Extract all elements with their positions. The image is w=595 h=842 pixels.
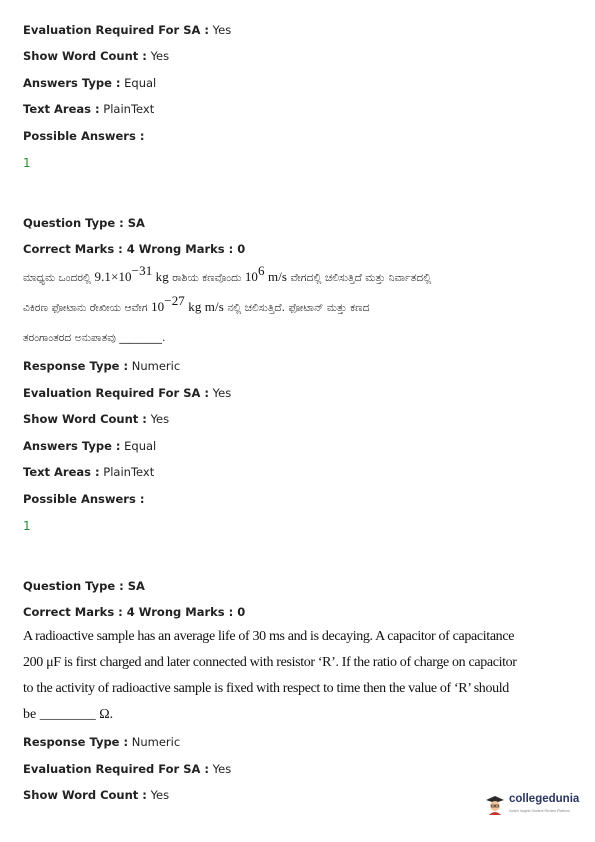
eval-required-label: Evaluation Required For SA : bbox=[23, 762, 210, 776]
marks-text: Correct Marks : 4 Wrong Marks : 0 bbox=[23, 242, 246, 256]
eval-required-value: Yes bbox=[212, 386, 232, 400]
eval-required-label: Evaluation Required For SA : bbox=[23, 386, 210, 400]
word-count-value: Yes bbox=[150, 412, 170, 426]
question-type-label: Question Type : bbox=[23, 216, 124, 230]
question-type-value: SA bbox=[127, 216, 145, 230]
possible-answers-label: Possible Answers : bbox=[23, 492, 145, 506]
question-type-label: Question Type : bbox=[23, 579, 124, 593]
response-type-value: Numeric bbox=[131, 735, 181, 749]
question-text-line: to the activity of radioactive sample is fixed with respect to time then the value of ‘R’ should bbox=[23, 681, 509, 696]
response-type-label: Response Type : bbox=[23, 735, 129, 749]
answers-type-label: Answers Type : bbox=[23, 76, 121, 90]
eval-required-label: Evaluation Required For SA : bbox=[23, 23, 210, 37]
collegedunia-logo bbox=[484, 793, 579, 817]
possible-answers-row bbox=[23, 491, 144, 507]
marks-row bbox=[23, 241, 245, 257]
response-type-value: Numeric bbox=[131, 359, 181, 373]
word-count-label: Show Word Count : bbox=[23, 788, 147, 802]
question-type-row bbox=[23, 215, 145, 231]
answers-type-value: Equal bbox=[124, 76, 157, 90]
text-areas-value: PlainText bbox=[103, 465, 155, 479]
question-text-line: 200 μF is first charged and later connected with resistor ‘R’. If the ratio of charge on capacitor bbox=[23, 655, 517, 670]
answers-type-row bbox=[23, 75, 156, 91]
question-type-row bbox=[23, 578, 145, 594]
eval-required-value: Yes bbox=[212, 762, 232, 776]
word-count-value: Yes bbox=[150, 49, 170, 63]
text-areas-label: Text Areas : bbox=[23, 465, 100, 479]
question-text-line: be ________ Ω. bbox=[23, 707, 114, 722]
question-text-line: ವಿಕಿರಣ ಫೋಟಾನು ರೇಖೀಯ ಆವೇಗ $10^{-27}$ kg m/s ನಲ್ಲಿ ಚಲಿಸುತ್ತಿದೆ. ಫೋಟಾನ್ ಮತ್ತು ಕಣದ bbox=[23, 293, 370, 314]
question-text-line: ಮಾಧ್ಯಮ ಒಂದರಲ್ಲಿ $9.1\times 10^{-31}$ kg ರಾಶಿಯ ಕಣವೊಂದು $10^6$ m/s ವೇಗದಲ್ಲಿ ಚಲಿಸುತ್ತಿದೆ ಮತ್ತು ನಿರ್ವಾತದಲ್ಲಿ bbox=[23, 263, 432, 284]
text-areas-value: PlainText bbox=[103, 102, 155, 116]
eval-required-row bbox=[23, 22, 231, 38]
word-count-value: Yes bbox=[150, 788, 170, 802]
question-text-line: ತರಂಗಾಂತರದ ಅನುಪಾತವು ________. bbox=[23, 332, 166, 344]
answers-type-row bbox=[23, 438, 156, 454]
word-count-label: Show Word Count : bbox=[23, 49, 147, 63]
word-count-row bbox=[23, 787, 169, 803]
text-areas-label: Text Areas : bbox=[23, 102, 100, 116]
marks-row bbox=[23, 604, 245, 620]
question-text-line: A radioactive sample has an average life of 30 ms and is decaying. A capacitor of capacitance bbox=[23, 629, 515, 644]
question-type-value: SA bbox=[127, 579, 145, 593]
possible-answers-row bbox=[23, 128, 144, 144]
marks-text: Correct Marks : 4 Wrong Marks : 0 bbox=[23, 605, 246, 619]
text-areas-row bbox=[23, 464, 154, 480]
word-count-label: Show Word Count : bbox=[23, 412, 147, 426]
word-count-row bbox=[23, 411, 169, 427]
logo-name: collegedunia bbox=[509, 793, 580, 805]
answers-type-label: Answers Type : bbox=[23, 439, 121, 453]
word-count-row bbox=[23, 48, 169, 64]
eval-required-row bbox=[23, 385, 231, 401]
graduate-mascot-icon bbox=[484, 794, 506, 816]
eval-required-value: Yes bbox=[212, 23, 232, 37]
response-type-label: Response Type : bbox=[23, 359, 129, 373]
eval-required-row bbox=[23, 761, 231, 777]
logo-tagline: India's largest Student Review Platform bbox=[509, 809, 570, 813]
possible-answers-label: Possible Answers : bbox=[23, 129, 145, 143]
possible-answer-value: 1 bbox=[23, 519, 31, 533]
text-areas-row bbox=[23, 101, 154, 117]
response-type-row bbox=[23, 734, 180, 750]
response-type-row bbox=[23, 358, 180, 374]
possible-answer-value: 1 bbox=[23, 156, 31, 170]
answers-type-value: Equal bbox=[124, 439, 157, 453]
